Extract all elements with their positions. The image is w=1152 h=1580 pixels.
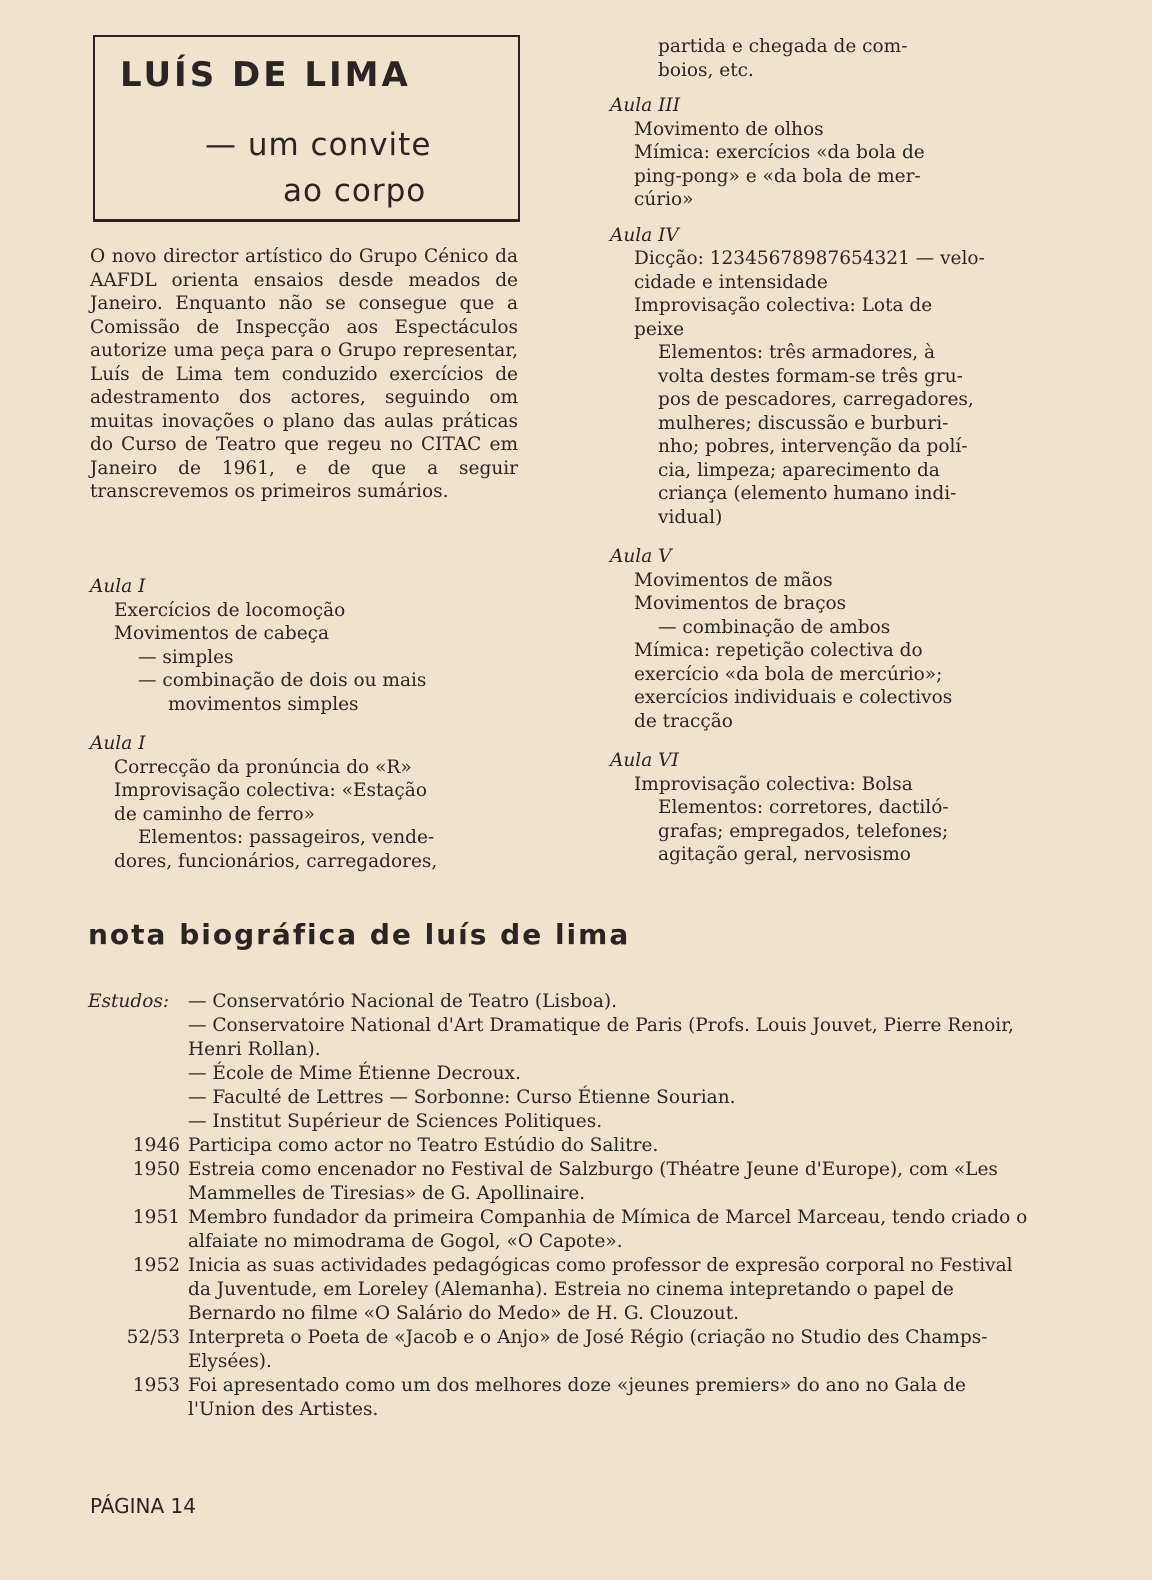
- bio-year: 1946: [132, 1135, 180, 1156]
- bio-entry-text: Estreia como encenador no Festival de Salzburgo (Théatre Jeune d'Europe), com «Les Mammelles de Tiresias» de G. Apollinaire.: [188, 1159, 998, 1204]
- bio-entry-row: [88, 1254, 1038, 1326]
- bio-year: 1953: [132, 1375, 180, 1396]
- lesson-line: Improvisação colectiva: Lota de: [634, 295, 933, 316]
- lesson-subline: — combinação de dois ou mais: [138, 670, 427, 691]
- lesson-line: Exercícios de locomoção: [114, 599, 346, 621]
- aula-label: Aula III: [610, 95, 681, 116]
- intro-paragraph: O novo director artístico do Grupo Cénico da AAFDL orienta ensaios desde meados de Janeiro. Enquanto não se consegue que a Comissão de Inspecção aos Espectáculos autorize uma peça para o Grupo representar, Luís de Lima tem conduzido exercícios de adestramento dos actores, seguindo om muitas inovações o plano das aulas práticas do Curso de Teatro que regeu no CITAC em Janeiro de 1961, e de que a seguir transcrevemos os primeiros sumários.: [90, 246, 518, 502]
- article-title: LUÍS DE LIMA: [120, 55, 411, 95]
- aula-label: Aula V: [610, 546, 672, 567]
- lesson-elements-cont: dores, funcionários, carregadores,: [114, 850, 438, 872]
- lesson-elements: pos de pescadores, carregadores,: [658, 389, 974, 410]
- estudos-list: [188, 990, 1038, 1134]
- aula-label: Aula IV: [610, 224, 679, 246]
- bio-entry-text: Participa como actor no Teatro Estúdio do Salitre.: [188, 1135, 659, 1156]
- lesson-line: Movimentos de mãos: [634, 569, 833, 591]
- lesson-elements: Elementos: passageiros, vende-: [138, 827, 435, 848]
- bio-heading: nota biográfica de luís de lima: [88, 918, 631, 951]
- estudos-item: — Conservatório Nacional de Teatro (Lisboa).: [188, 991, 617, 1012]
- bio-entry-text: Foi apresentado como um dos melhores doze «jeunes premiers» do ano no Gala de l'Union des Artistes.: [188, 1375, 966, 1420]
- lesson-subline-cont: movimentos simples: [168, 693, 359, 715]
- bio-section: [88, 990, 1038, 1422]
- lesson-subline: — combinação de ambos: [658, 616, 891, 638]
- bio-estudos-row: [88, 990, 1038, 1134]
- article-subtitle-line2: ao corpo: [283, 173, 427, 209]
- lesson-line: Dicção: 12345678987654321 — velo-: [634, 248, 985, 269]
- lesson-line: cúrio»: [634, 189, 694, 210]
- lesson-subline: — simples: [138, 646, 234, 668]
- lesson-elements: Elementos: três armadores, à: [658, 342, 936, 363]
- estudos-item: — École de Mime Étienne Decroux.: [188, 1063, 521, 1084]
- lesson-elements: criança (elemento humano indi-: [658, 483, 957, 504]
- page-number: PÁGINA 14: [90, 1494, 196, 1518]
- article-subtitle-line1: — um convite: [205, 127, 432, 163]
- lesson-elements-cont: boios, etc.: [658, 59, 754, 81]
- aula-label: Aula I: [90, 733, 146, 754]
- bio-year: 1951: [132, 1207, 180, 1228]
- estudos-item: — Institut Supérieur de Sciences Politiques.: [188, 1111, 603, 1132]
- bio-entry-row: [88, 1134, 1038, 1158]
- lesson-elements: vidual): [658, 506, 723, 528]
- lesson-line: Improvisação colectiva: «Estação: [114, 780, 427, 801]
- aula-label: Aula I: [90, 576, 146, 597]
- lesson-elements: mulheres; discussão e burburi-: [658, 412, 949, 434]
- lesson-elements-cont: partida e chegada de com-: [658, 36, 908, 57]
- bio-entry-row: [88, 1374, 1038, 1422]
- left-column: [90, 575, 520, 873]
- right-column: [610, 35, 1040, 867]
- lesson-line: Improvisação colectiva: Bolsa: [634, 773, 913, 795]
- lesson-line: ping-pong» e «da bola de mer-: [634, 165, 921, 187]
- bio-year: 1950: [132, 1159, 180, 1180]
- estudos-item: — Conservatoire National d'Art Dramatique de Paris (Profs. Louis Jouvet, Pierre Renoir, Henri Rollan).: [188, 1015, 1014, 1060]
- lesson-line: de caminho de ferro»: [114, 803, 315, 825]
- bio-entry-text: Interpreta o Poeta de «Jacob e o Anjo» de José Régio (criação no Studio des Champs-Elysées).: [188, 1327, 988, 1372]
- aula-label: Aula VI: [610, 750, 679, 771]
- lesson-elements: grafas; empregados, telefones;: [658, 820, 949, 842]
- bio-entry-row: [88, 1158, 1038, 1206]
- bio-entry-text: Inicia as suas actividades pedagógicas como professor de expresão corporal no Festival da Juventude, em Loreley (Alemanha). Estreia no cinema intepretando o papel de Bernardo no filme «O Salário do Medo» de H. G. Clouzout.: [188, 1255, 1013, 1324]
- estudos-label: Estudos:: [88, 991, 170, 1012]
- lesson-elements: cia, limpeza; aparecimento da: [658, 459, 940, 481]
- lesson-line: Movimento de olhos: [634, 118, 824, 140]
- lesson-elements: Elementos: corretores, dactiló-: [658, 797, 949, 818]
- bio-year: 1952: [132, 1255, 180, 1276]
- lesson-elements: agitação geral, nervosismo: [658, 844, 911, 865]
- lesson-line: Mímica: exercícios «da bola de: [634, 142, 925, 163]
- estudos-item: — Faculté de Lettres — Sorbonne: Curso Étienne Sourian.: [188, 1087, 736, 1108]
- lesson-line: exercício «da bola de mercúrio»;: [634, 663, 943, 685]
- title-box: [93, 35, 520, 222]
- lesson-line: exercícios individuais e colectivos: [634, 687, 953, 708]
- lesson-line: Correcção da pronúncia do «R»: [114, 756, 412, 778]
- lesson-line: de tracção: [634, 710, 733, 732]
- lesson-elements: volta destes formam-se três gru-: [658, 365, 963, 387]
- lesson-line: Mímica: repetição colectiva do: [634, 640, 923, 661]
- lesson-elements: nho; pobres, intervenção da polí-: [658, 436, 968, 457]
- bio-entry-row: [88, 1206, 1038, 1254]
- bio-entry-text: Membro fundador da primeira Companhia de Mímica de Marcel Marceau, tendo criado o alfaiate no mimodrama de Gogol, «O Capote».: [188, 1207, 1028, 1252]
- lesson-line: peixe: [634, 318, 685, 340]
- bio-entry-row: [88, 1326, 1038, 1374]
- lesson-line: cidade e intensidade: [634, 271, 828, 293]
- lesson-line: Movimentos de cabeça: [114, 623, 330, 644]
- lesson-line: Movimentos de braços: [634, 593, 847, 614]
- bio-year: 52/53: [126, 1327, 180, 1348]
